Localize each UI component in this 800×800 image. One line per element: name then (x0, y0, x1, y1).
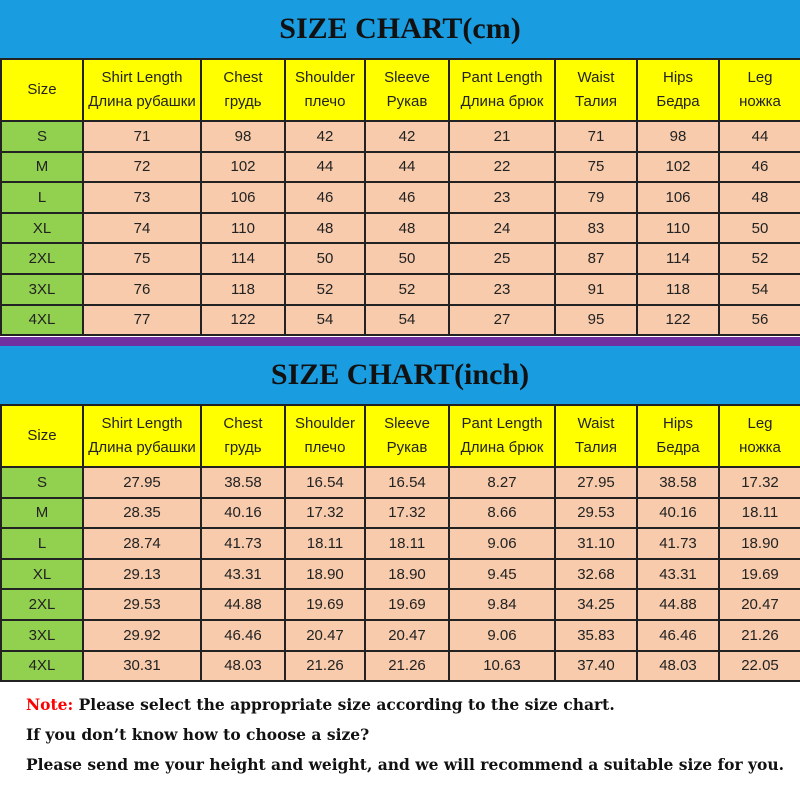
table-cell: 9.84 (449, 589, 555, 620)
table-row (1, 182, 800, 213)
table-cell: 32.68 (555, 559, 637, 590)
size-cell: L (1, 182, 83, 213)
size-table-inch (0, 404, 800, 682)
header-pant-length: Pant Length Длина брюк (449, 59, 555, 121)
table-cell: 54 (365, 305, 449, 336)
table-row (1, 305, 800, 336)
table-cell: 17.32 (719, 467, 800, 498)
note-line-3: Please send me your height and weight, and we will recommend a suitable size for you. (26, 755, 785, 774)
table-cell: 75 (555, 152, 637, 183)
table-cell: 18.90 (365, 559, 449, 590)
table-row (1, 589, 800, 620)
table-cell: 72 (83, 152, 201, 183)
table-cell: 106 (637, 182, 719, 213)
size-cell: 2XL (1, 243, 83, 274)
table-cell: 50 (719, 213, 800, 244)
table-cell: 102 (201, 152, 285, 183)
table-cell: 46 (719, 152, 800, 183)
size-cell: XL (1, 213, 83, 244)
header-size: Size (1, 59, 83, 121)
table-cell: 76 (83, 274, 201, 305)
table-cell: 56 (719, 305, 800, 336)
table-cell: 37.40 (555, 651, 637, 682)
table-cell: 17.32 (365, 498, 449, 529)
table-cell: 18.11 (365, 528, 449, 559)
table-cell: 110 (637, 213, 719, 244)
table-cell: 29.92 (83, 620, 201, 651)
note-text: Please select the appropriate size according to the size chart. (78, 695, 615, 714)
table-cell: 22.05 (719, 651, 800, 682)
table-cell: 18.90 (285, 559, 365, 590)
table-cell: 114 (201, 243, 285, 274)
table-cell: 41.73 (201, 528, 285, 559)
table-cell: 54 (285, 305, 365, 336)
table-cell: 43.31 (201, 559, 285, 590)
table-cell: 83 (555, 213, 637, 244)
table-cell: 48 (719, 182, 800, 213)
header-waist: Waist Талия (555, 405, 637, 467)
table-cell: 21.26 (365, 651, 449, 682)
table-cell: 110 (201, 213, 285, 244)
table-cell: 31.10 (555, 528, 637, 559)
header-leg: Leg ножка (719, 405, 800, 467)
size-chart-cm-banner (0, 0, 800, 58)
table-cell: 50 (285, 243, 365, 274)
size-cell: M (1, 498, 83, 529)
table-cell: 17.32 (285, 498, 365, 529)
table-cell: 102 (637, 152, 719, 183)
table-row (1, 498, 800, 529)
table-cell: 98 (637, 121, 719, 152)
size-cell: 4XL (1, 305, 83, 336)
table-cell: 98 (201, 121, 285, 152)
note-line-1 (26, 690, 796, 720)
table-cell: 35.83 (555, 620, 637, 651)
table-cell: 29.53 (83, 589, 201, 620)
header-chest: Chest грудь (201, 405, 285, 467)
table-cell: 54 (719, 274, 800, 305)
header-waist: Waist Талия (555, 59, 637, 121)
table-cell: 71 (83, 121, 201, 152)
table-cell: 50 (365, 243, 449, 274)
table-cell: 28.35 (83, 498, 201, 529)
size-chart-inch-banner (0, 346, 800, 404)
table-cell: 52 (365, 274, 449, 305)
table-row (1, 274, 800, 305)
table-cell: 40.16 (637, 498, 719, 529)
table-cell: 106 (201, 182, 285, 213)
size-cell: S (1, 467, 83, 498)
size-cell: M (1, 152, 83, 183)
table-cell: 20.47 (285, 620, 365, 651)
notes-section (26, 690, 796, 780)
table-cell: 23 (449, 182, 555, 213)
table-cell: 8.27 (449, 467, 555, 498)
table-cell: 44 (285, 152, 365, 183)
table-cell: 87 (555, 243, 637, 274)
header-sleeve: Sleeve Рукав (365, 405, 449, 467)
table-cell: 122 (201, 305, 285, 336)
table-cell: 52 (285, 274, 365, 305)
table-cell: 46 (365, 182, 449, 213)
table-cell: 28.74 (83, 528, 201, 559)
table-cell: 22 (449, 152, 555, 183)
header-sleeve: Sleeve Рукав (365, 59, 449, 121)
header-shoulder: Shoulder плечо (285, 405, 365, 467)
table-cell: 9.45 (449, 559, 555, 590)
table-cell: 19.69 (365, 589, 449, 620)
header-row (1, 59, 800, 121)
header-shirt-length: Shirt Length Длина рубашки (83, 59, 201, 121)
table-cell: 38.58 (637, 467, 719, 498)
table-cell: 21.26 (719, 620, 800, 651)
table-cell: 95 (555, 305, 637, 336)
table-cell: 75 (83, 243, 201, 274)
size-cell: 3XL (1, 620, 83, 651)
table-cell: 71 (555, 121, 637, 152)
size-cell: 3XL (1, 274, 83, 305)
table-cell: 91 (555, 274, 637, 305)
section-divider (0, 337, 800, 346)
size-chart-inch-title: SIZE CHART(inch) (270, 358, 530, 391)
table-cell: 122 (637, 305, 719, 336)
table-cell: 9.06 (449, 620, 555, 651)
table-cell: 41.73 (637, 528, 719, 559)
header-size: Size (1, 405, 83, 467)
table-row (1, 121, 800, 152)
table-row (1, 243, 800, 274)
table-cell: 38.58 (201, 467, 285, 498)
size-cell: S (1, 121, 83, 152)
table-cell: 43.31 (637, 559, 719, 590)
table-cell: 34.25 (555, 589, 637, 620)
table-cell: 18.11 (719, 498, 800, 529)
table-cell: 48 (285, 213, 365, 244)
table-cell: 42 (365, 121, 449, 152)
table-cell: 46 (285, 182, 365, 213)
table-cell: 21 (449, 121, 555, 152)
size-cell: 2XL (1, 589, 83, 620)
size-chart-cm-title: SIZE CHART(cm) (279, 12, 521, 45)
table-cell: 27.95 (83, 467, 201, 498)
table-cell: 46.46 (201, 620, 285, 651)
table-cell: 30.31 (83, 651, 201, 682)
header-chest: Chest грудь (201, 59, 285, 121)
note-label: Note: (26, 695, 74, 714)
table-cell: 29.13 (83, 559, 201, 590)
table-cell: 48.03 (637, 651, 719, 682)
size-table-cm (0, 58, 800, 336)
table-cell: 79 (555, 182, 637, 213)
table-cell: 18.90 (719, 528, 800, 559)
table-row (1, 620, 800, 651)
header-pant-length: Pant Length Длина брюк (449, 405, 555, 467)
header-hips: Hips Бедра (637, 59, 719, 121)
table-cell: 118 (637, 274, 719, 305)
note-line-2: If you don’t know how to choose a size? (26, 725, 370, 744)
header-hips: Hips Бедра (637, 405, 719, 467)
table-cell: 27 (449, 305, 555, 336)
table-cell: 44.88 (201, 589, 285, 620)
table-row (1, 213, 800, 244)
table-cell: 9.06 (449, 528, 555, 559)
table-cell: 42 (285, 121, 365, 152)
table-cell: 20.47 (719, 589, 800, 620)
table-cell: 16.54 (365, 467, 449, 498)
table-cell: 114 (637, 243, 719, 274)
table-cell: 20.47 (365, 620, 449, 651)
table-cell: 40.16 (201, 498, 285, 529)
table-row (1, 559, 800, 590)
table-cell: 8.66 (449, 498, 555, 529)
size-cell: L (1, 528, 83, 559)
header-row (1, 405, 800, 467)
table-cell: 44 (365, 152, 449, 183)
table-cell: 73 (83, 182, 201, 213)
table-cell: 44.88 (637, 589, 719, 620)
table-cell: 48 (365, 213, 449, 244)
table-cell: 10.63 (449, 651, 555, 682)
header-shirt-length: Shirt Length Длина рубашки (83, 405, 201, 467)
size-cell: XL (1, 559, 83, 590)
header-leg: Leg ножка (719, 59, 800, 121)
table-row (1, 651, 800, 682)
table-cell: 21.26 (285, 651, 365, 682)
table-cell: 16.54 (285, 467, 365, 498)
table-cell: 24 (449, 213, 555, 244)
table-cell: 46.46 (637, 620, 719, 651)
table-cell: 25 (449, 243, 555, 274)
table-cell: 77 (83, 305, 201, 336)
header-shoulder: Shoulder плечо (285, 59, 365, 121)
table-cell: 23 (449, 274, 555, 305)
table-cell: 52 (719, 243, 800, 274)
table-cell: 118 (201, 274, 285, 305)
table-cell: 19.69 (719, 559, 800, 590)
table-cell: 18.11 (285, 528, 365, 559)
table-row (1, 467, 800, 498)
table-cell: 27.95 (555, 467, 637, 498)
table-cell: 44 (719, 121, 800, 152)
table-row (1, 152, 800, 183)
size-cell: 4XL (1, 651, 83, 682)
table-row (1, 528, 800, 559)
table-cell: 29.53 (555, 498, 637, 529)
table-cell: 74 (83, 213, 201, 244)
table-cell: 48.03 (201, 651, 285, 682)
table-cell: 19.69 (285, 589, 365, 620)
